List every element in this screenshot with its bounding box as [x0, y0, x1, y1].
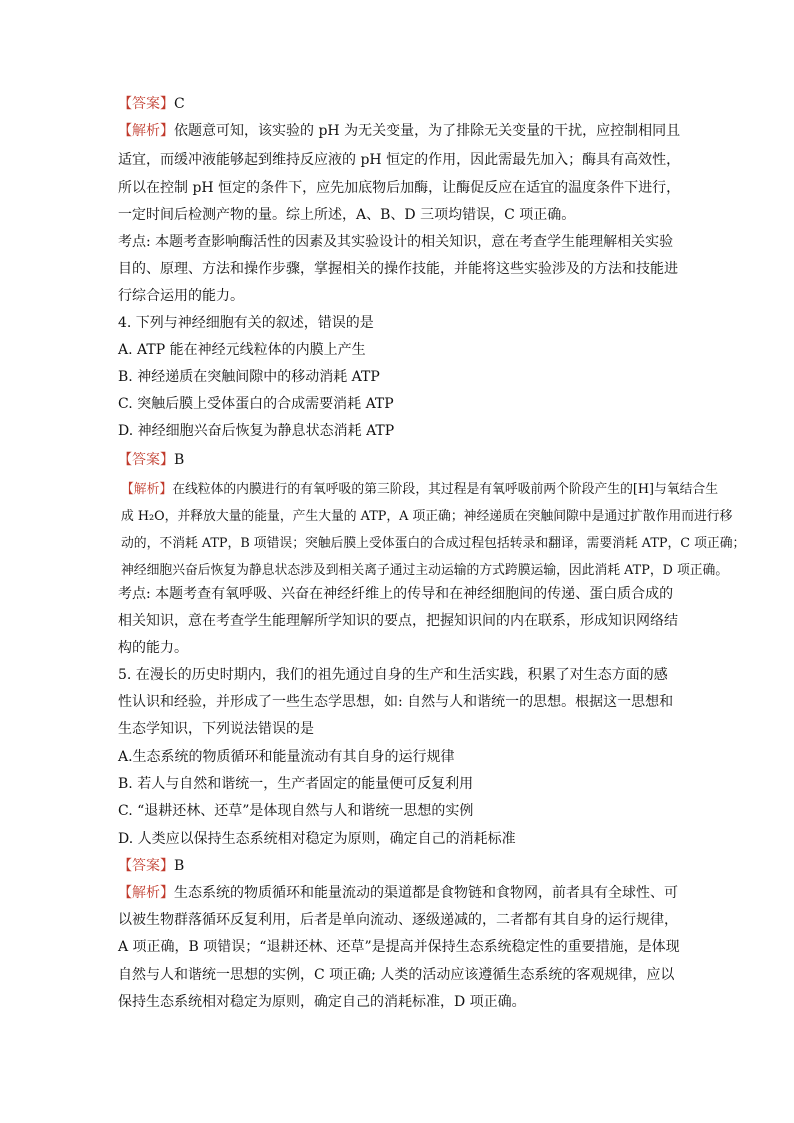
- q5-stem-line: 性认识和经验，并形成了一些生态学思想，如: 自然与人和谐统一的思想。根据这一思想和: [118, 694, 674, 710]
- q3-kaodian-line: 行综合运用的能力。: [118, 288, 244, 304]
- q5-option-c: C. “退耕还林、还草”是体现自然与人和谐统一思想的实例: [118, 803, 474, 819]
- q4-option-a: A. ATP 能在神经元线粒体的内膜上产生: [118, 342, 366, 358]
- answer-value: B: [174, 858, 185, 874]
- q3-kaodian-line: 考点: 本题考查影响酶活性的因素及其实验设计的相关知识，意在考查学生能理解相关实验: [118, 234, 674, 250]
- q4-analysis-line: 成 H₂O，并释放大量的能量，产生大量的 ATP，A 项正确；神经递质在突触间隙中是通过扩散作用而进行移: [121, 509, 733, 524]
- analysis-text: 依题意可知，该实验的 pH 为无关变量，为了排除无关变量的干扰，应控制相同且: [174, 123, 681, 139]
- q4-option-b: B. 神经递质在突触间隙中的移动消耗 ATP: [118, 369, 380, 385]
- answer-tag: 【答案】: [118, 858, 174, 874]
- q5-stem-line: 生态学知识，下列说法错误的是: [118, 721, 314, 737]
- q3-answer: [118, 94, 185, 114]
- q4-answer: [118, 450, 184, 470]
- q3-analysis-line: 一定时间后检测产物的量。综上所述，A、B、D 三项均错误，C 项正确。: [118, 207, 576, 223]
- analysis-tag: 【解析】: [118, 123, 174, 139]
- q4-kaodian-line: 相关知识，意在考查学生能理解所学知识的要点，把握知识间的内在联系，形成知识网络结: [118, 613, 678, 629]
- q5-stem-line: 5. 在漫长的历史时期内，我们的祖先通过自身的生产和生活实践，积累了对生态方面的感: [118, 667, 668, 683]
- q4-analysis-line: 动的，不消耗 ATP，B 项错误；突触后膜上受体蛋白的合成过程包括转录和翻译，需要消耗 ATP，C 项正确；: [121, 536, 746, 551]
- q5-analysis-line: 以被生物群落循环反复利用，后者是单向流动、逐级递减的，二者都有其自身的运行规律，: [118, 912, 678, 928]
- q3-analysis-line: 所以在控制 pH 恒定的条件下，应先加底物后加酶，让酶促反应在适宜的温度条件下进行，: [118, 180, 681, 196]
- q4-analysis-line: 神经细胞兴奋后恢复为静息状态涉及到相关离子通过主动运输的方式跨膜运输，因此消耗 ATP，D 项正确。: [121, 563, 729, 578]
- answer-value: C: [174, 96, 185, 112]
- analysis-text: 在线粒体的内膜进行的有氧呼吸的第三阶段，其过程是有氧呼吸前两个阶段产生的[H]与氧结合生: [172, 482, 719, 497]
- q3-kaodian-line: 目的、原理、方法和操作步骤，掌握相关的操作技能，并能将这些实验涉及的方法和技能进: [118, 261, 678, 277]
- q5-option-b: B. 若人与自然和谐统一，生产者固定的能量便可反复利用: [118, 776, 474, 792]
- analysis-text: 生态系统的物质循环和能量流动的渠道都是食物链和食物网，前者具有全球性、可: [174, 885, 678, 901]
- answer-value: B: [174, 452, 185, 468]
- q4-analysis-line: [121, 480, 718, 500]
- q5-option-d: D. 人类应以保持生态系统相对稳定为原则，确定自己的消耗标准: [118, 831, 516, 847]
- analysis-tag: 【解析】: [118, 885, 174, 901]
- q4-kaodian-line: 构的能力。: [118, 640, 188, 656]
- q4-kaodian-line: 考点: 本题考查有氧呼吸、兴奋在神经纤维上的传导和在神经细胞间的传递、蛋白质合成的: [118, 586, 674, 602]
- analysis-tag: 【解析】: [121, 482, 173, 497]
- answer-tag: 【答案】: [118, 452, 174, 468]
- answer-tag: 【答案】: [118, 96, 174, 112]
- q5-analysis-line: [118, 883, 678, 903]
- q5-option-a: A.生态系统的物质循环和能量流动有其自身的运行规律: [118, 749, 455, 765]
- q3-analysis-line: 适宜，而缓冲液能够起到维持反应液的 pH 恒定的作用，因此需最先加入；酶具有高效性，: [118, 152, 681, 168]
- q4-option-c: C. 突触后膜上受体蛋白的合成需要消耗 ATP: [118, 396, 394, 412]
- q5-analysis-line: 自然与人和谐统一思想的实例，C 项正确; 人类的活动应该遵循生态系统的客观规律，应以: [118, 967, 675, 983]
- q4-stem: 4. 下列与神经细胞有关的叙述，错误的是: [118, 315, 374, 331]
- q5-answer: [118, 856, 184, 876]
- q5-analysis-line: 保持生态系统相对稳定为原则，确定自己的消耗标准，D 项正确。: [118, 994, 526, 1010]
- q5-analysis-line: A 项正确，B 项错误；“退耕还林、还草”是提高并保持生态系统稳定性的重要措施，是体现: [118, 939, 680, 955]
- q3-analysis-line: [118, 121, 680, 141]
- q4-option-d: D. 神经细胞兴奋后恢复为静息状态消耗 ATP: [118, 423, 395, 439]
